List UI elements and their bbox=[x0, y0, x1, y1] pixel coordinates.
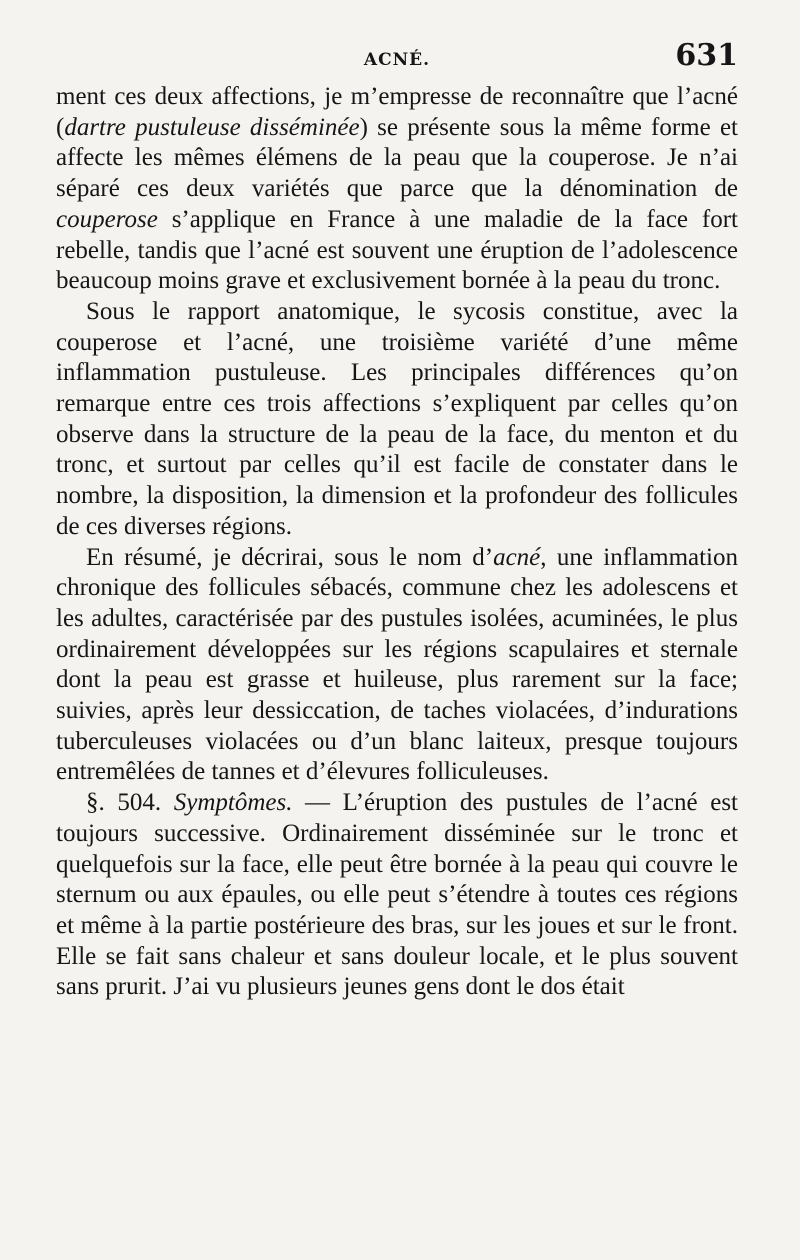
text-run: ment ces deux affections, je m’empresse de reconnaître que l’acné ( bbox=[56, 83, 738, 141]
text-run: s’applique en France à une maladie de la face fort rebelle, tandis que l’acné est souvent une éruption de l’adolescence beaucoup moins grave et exclusivement bornée à la peau du tronc. bbox=[56, 205, 738, 295]
italic-term: dartre pustuleuse disséminée bbox=[64, 113, 360, 141]
body-text bbox=[56, 82, 738, 1003]
page-header bbox=[56, 34, 738, 74]
paragraph-3 bbox=[56, 543, 738, 789]
text-run: — L’éruption des pustules de l’acné est toujours successive. Ordinairement disséminée sur le tronc et quelquefois sur la face, elle peut être bornée à la peau qui couvre le sternum ou aux épaules, ou elle peut s’étendre à toutes ces régions et même à la partie postérieure des bras, sur les joues et sur le front. Elle se fait sans chaleur et sans douleur locale, et le plus souvent sans prurit. J’ai vu plusieurs jeunes gens dont le dos était bbox=[56, 789, 739, 1001]
running-head: ACNÉ. bbox=[363, 50, 431, 70]
italic-term: couperose bbox=[56, 205, 158, 233]
italic-term: acné bbox=[493, 543, 541, 571]
paragraph-4-symptomes bbox=[56, 788, 738, 1003]
text-run: ) se présente sous la même forme et affecte les mêmes élémens de la peau que la couperose. Je n’ai séparé ces deux variétés que parce que la dénomination de bbox=[56, 113, 738, 203]
text-run: , une inflammation chronique des follicules sébacés, commune chez les adolescens et les adultes, caractérisée par des pustules isolées, acuminées, le plus ordinairement développées sur les régions scapulaires et sternale dont la peau est grasse et huileuse, plus rarement sur la face; suivies, après leur dessiccation, de taches violacées, d’indurations tuberculeuses violacées ou d’un blanc laiteux, presque toujours entremêlées de tannes et d’élevures folliculeuses. bbox=[56, 543, 739, 786]
section-number: §. 504. bbox=[86, 789, 174, 817]
text-run: Sous le rapport anatomique, le sycosis constitue, avec la couperose et l’acné, une troisième variété d’une même inflammation pustuleuse. Les principales différences qu’on remarque entre ces trois affections s’expliquent par celles qu’on observe dans la structure de la peau de la face, du menton et du tronc, et surtout par celles qu’il est facile de constater dans le nombre, la disposition, la dimension et la profondeur des follicules de ces diverses régions. bbox=[56, 297, 738, 540]
section-title: Symptômes. bbox=[173, 789, 293, 817]
paragraph-2 bbox=[56, 297, 738, 543]
paragraph-1 bbox=[56, 82, 738, 297]
page-number: 631 bbox=[675, 38, 738, 73]
text-run: En résumé, je décrirai, sous le nom d’ bbox=[86, 543, 494, 571]
